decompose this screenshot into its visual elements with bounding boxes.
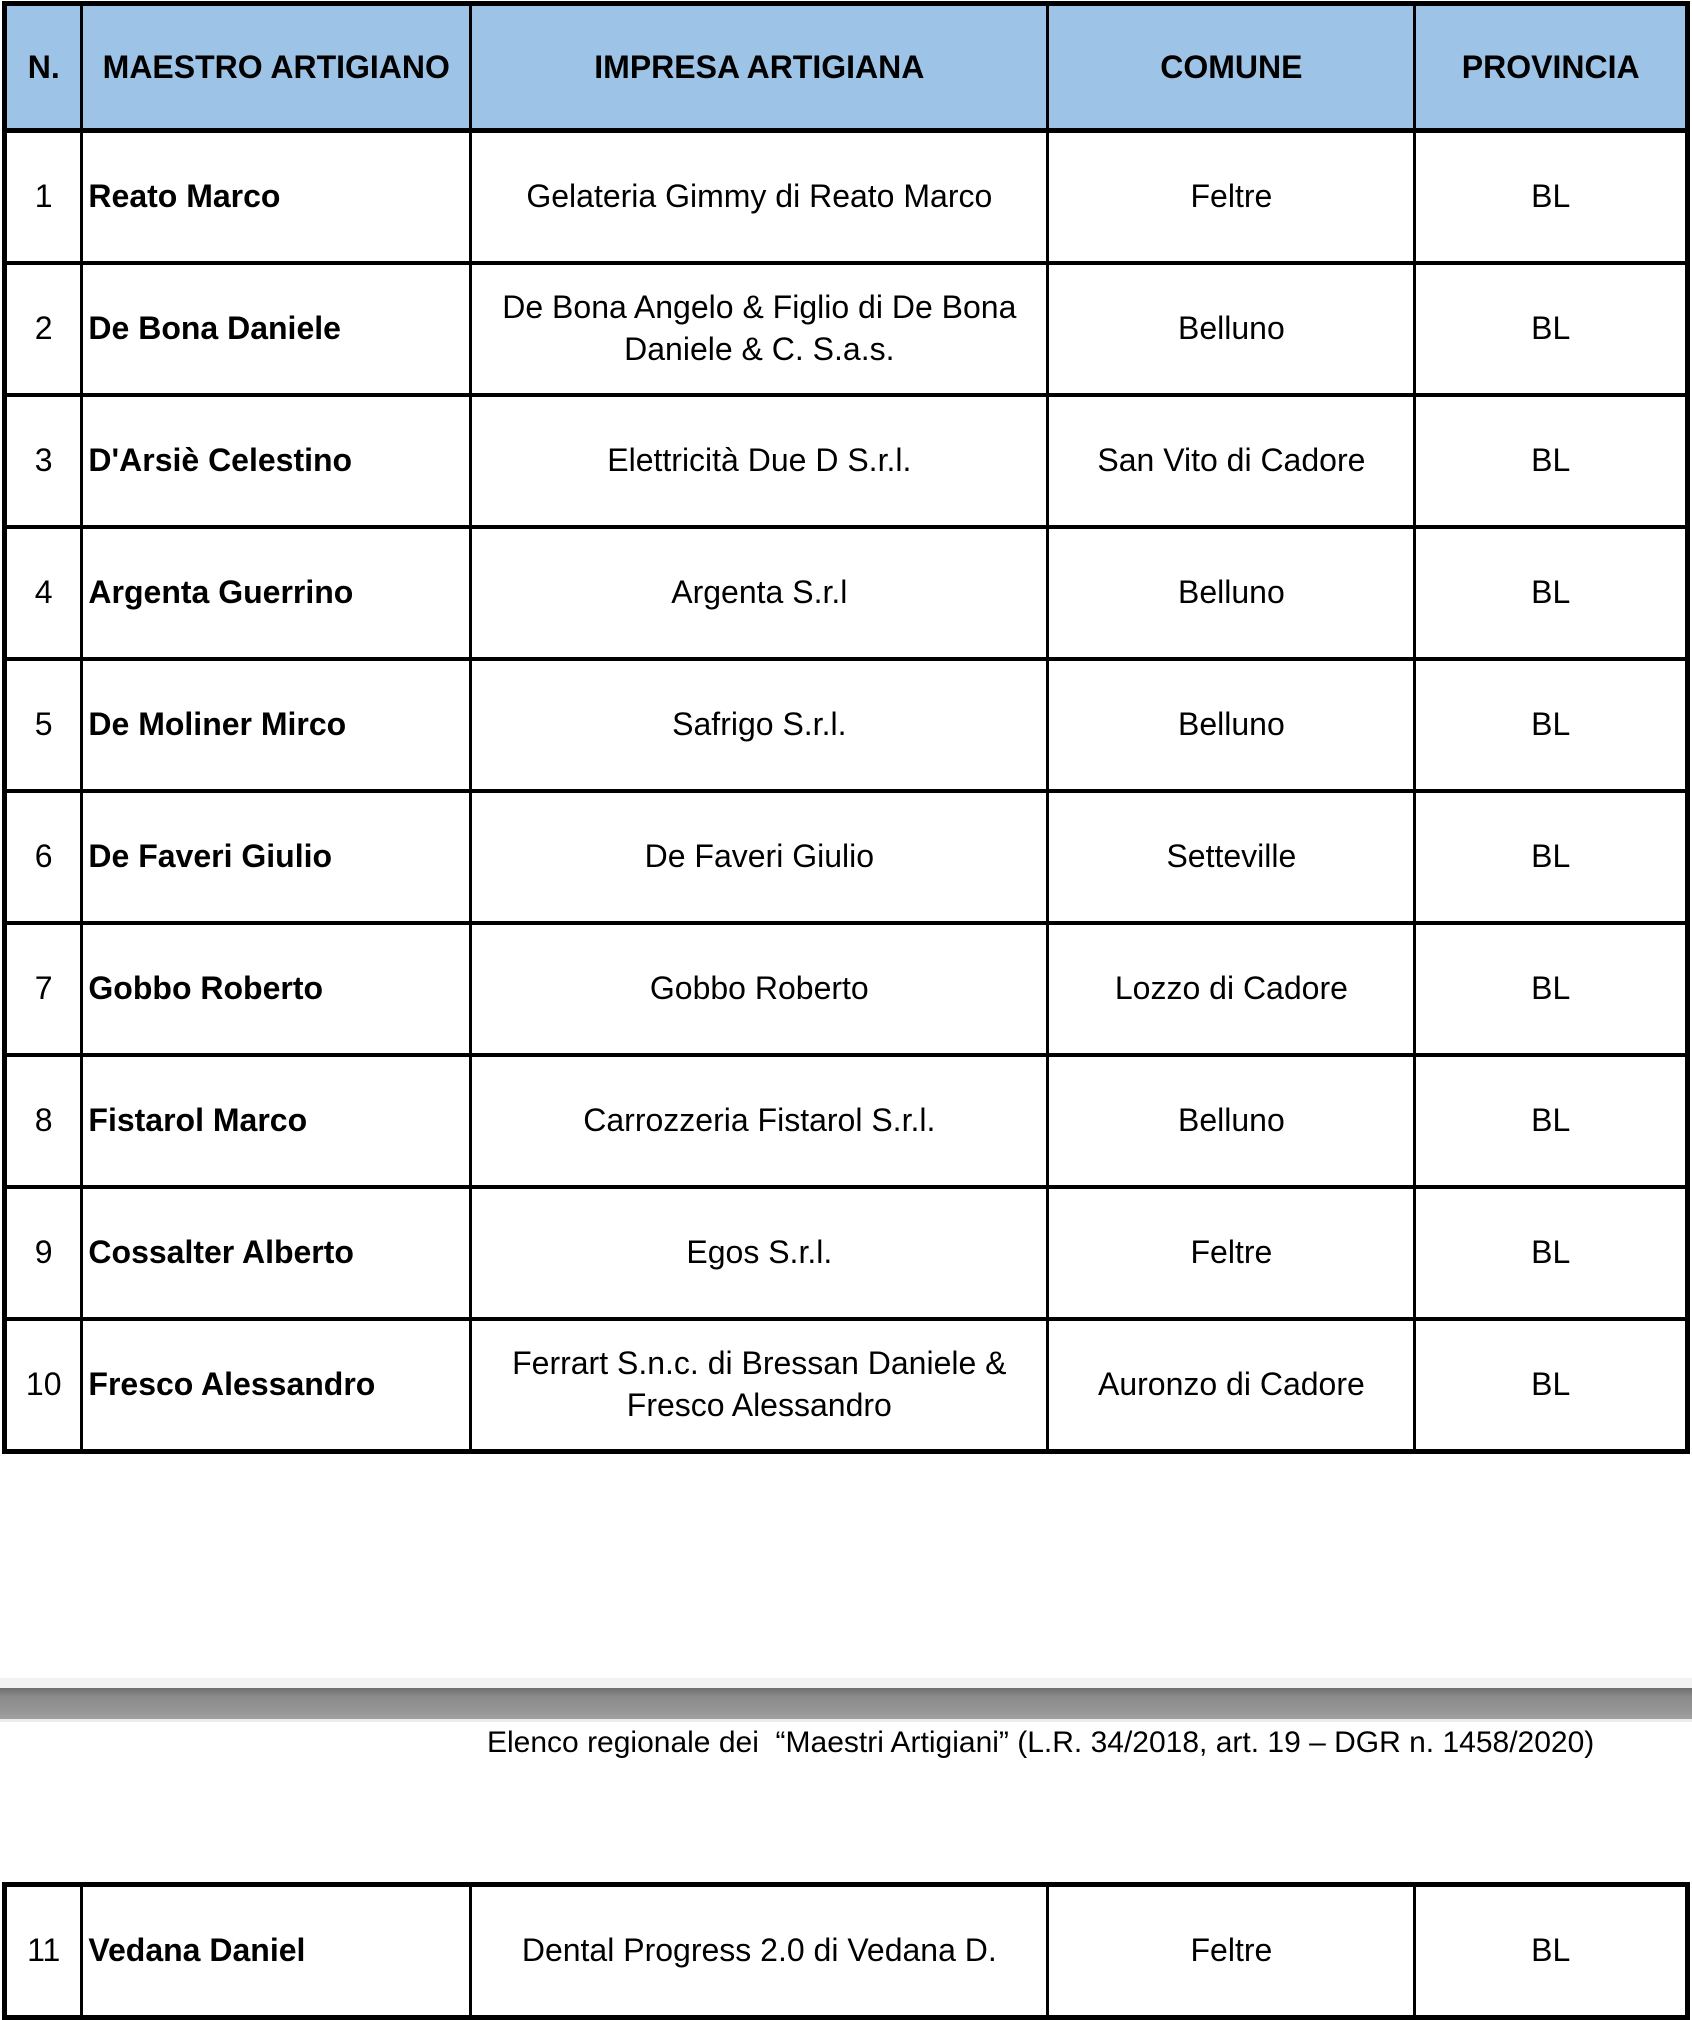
cell-impresa: Ferrart S.n.c. di Bressan Daniele & Fresco Alessandro [471,1319,1048,1452]
cell-provincia: BL [1415,791,1688,923]
cell-impresa: Gelateria Gimmy di Reato Marco [471,131,1048,264]
cell-provincia: BL [1415,1885,1688,2018]
cell-provincia: BL [1415,1055,1688,1187]
table-row [5,1055,1688,1187]
cell-provincia: BL [1415,263,1688,395]
cell-number: 4 [5,527,82,659]
table-row [5,1187,1688,1319]
cell-comune: Belluno [1048,659,1415,791]
cell-number: 7 [5,923,82,1055]
cell-impresa: Elettricità Due D S.r.l. [471,395,1048,527]
table-row [5,527,1688,659]
cell-provincia: BL [1415,527,1688,659]
page-separator [0,1678,1692,1722]
cell-provincia: BL [1415,395,1688,527]
cell-number: 9 [5,1187,82,1319]
cell-comune: Auronzo di Cadore [1048,1319,1415,1452]
cell-comune: Setteville [1048,791,1415,923]
cell-impresa: Egos S.r.l. [471,1187,1048,1319]
cell-impresa: De Faveri Giulio [471,791,1048,923]
cell-maestro: Argenta Guerrino [82,527,471,659]
column-header-comune: COMUNE [1048,4,1415,131]
cell-number: 1 [5,131,82,264]
cell-maestro: Gobbo Roberto [82,923,471,1055]
column-header-provincia: PROVINCIA [1415,4,1688,131]
cell-provincia: BL [1415,1319,1688,1452]
maestri-artigiani-table-continued [2,1882,1690,2020]
table-header-row [5,4,1688,131]
cell-maestro: Fresco Alessandro [82,1319,471,1452]
page-separator-bar [0,1688,1692,1719]
cell-number: 2 [5,263,82,395]
cell-number: 8 [5,1055,82,1187]
column-header-maestro: MAESTRO ARTIGIANO [82,4,471,131]
cell-number: 10 [5,1319,82,1452]
document-caption: Elenco regionale dei “Maestri Artigiani” (L.R. 34/2018, art. 19 – DGR n. 1458/2020) [487,1726,1595,1759]
cell-number: 6 [5,791,82,923]
cell-maestro: Reato Marco [82,131,471,264]
column-header-impresa: IMPRESA ARTIGIANA [471,4,1048,131]
cell-comune: Belluno [1048,263,1415,395]
maestri-table-page2 [2,1882,1690,2020]
cell-impresa: Gobbo Roberto [471,923,1048,1055]
cell-maestro: Fistarol Marco [82,1055,471,1187]
cell-number: 5 [5,659,82,791]
cell-provincia: BL [1415,923,1688,1055]
cell-maestro: Vedana Daniel [82,1885,471,2018]
cell-provincia: BL [1415,659,1688,791]
cell-impresa: De Bona Angelo & Figlio di De Bona Daniele & C. S.a.s. [471,263,1048,395]
cell-provincia: BL [1415,131,1688,264]
table-row [5,1319,1688,1452]
table-row [5,131,1688,264]
cell-provincia: BL [1415,1187,1688,1319]
table-row [5,1885,1688,2018]
cell-number: 11 [5,1885,82,2018]
table-row [5,659,1688,791]
cell-maestro: Cossalter Alberto [82,1187,471,1319]
cell-comune: Belluno [1048,1055,1415,1187]
cell-maestro: D'Arsiè Celestino [82,395,471,527]
cell-comune: Belluno [1048,527,1415,659]
cell-maestro: De Faveri Giulio [82,791,471,923]
cell-impresa: Dental Progress 2.0 di Vedana D. [471,1885,1048,2018]
table-row [5,395,1688,527]
cell-comune: Lozzo di Cadore [1048,923,1415,1055]
page-separator-margin-bottom [0,1719,1692,1722]
cell-comune: Feltre [1048,1187,1415,1319]
cell-number: 3 [5,395,82,527]
table-row [5,263,1688,395]
maestri-artigiani-table [2,1,1690,1454]
table-row [5,923,1688,1055]
cell-impresa: Argenta S.r.l [471,527,1048,659]
maestri-table-page1 [2,1,1690,1454]
cell-comune: Feltre [1048,131,1415,264]
column-header-n: N. [5,4,82,131]
cell-maestro: De Bona Daniele [82,263,471,395]
page-separator-margin-top [0,1678,1692,1688]
cell-comune: Feltre [1048,1885,1415,2018]
cell-maestro: De Moliner Mirco [82,659,471,791]
cell-impresa: Safrigo S.r.l. [471,659,1048,791]
table-row [5,791,1688,923]
cell-comune: San Vito di Cadore [1048,395,1415,527]
cell-impresa: Carrozzeria Fistarol S.r.l. [471,1055,1048,1187]
